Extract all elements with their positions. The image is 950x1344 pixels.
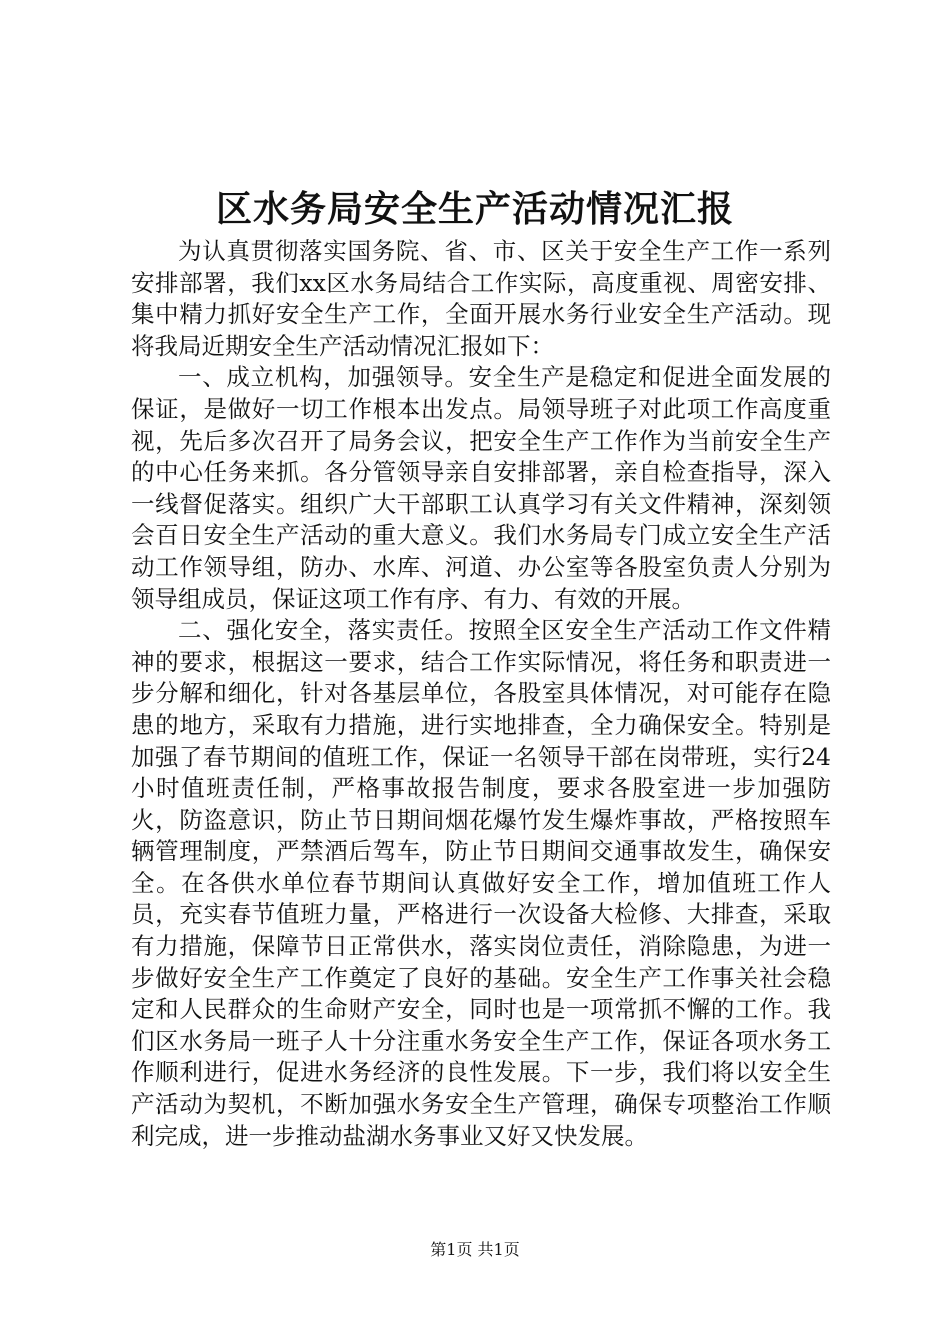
document-title: 区水务局安全生产活动情况汇报 [215,188,734,230]
page-footer: 第1页 共1页 [430,1240,520,1259]
document-body [131,236,831,1152]
paragraph-section-1: 一、成立机构，加强领导。安全生产是稳定和促进全面发展的保证，是做好一切工作根本出发点。局领导班子对此项工作高度重视，先后多次召开了局务会议，把安全生产工作作为当前安全生产的中心任务来抓。各分管领导亲自安排部署，亲自检查指导，深入一线督促落实。组织广大干部职工认真学习有关文件精神，深刻领会百日安全生产活动的重大意义。我们水务局专门成立安全生产活动工作领导组，防办、水库、河道、办公室等各股室负责人分别为领导组成员，保证这项工作有序、有力、有效的开展。 [131,363,831,613]
paragraph-intro: 为认真贯彻落实国务院、省、市、区关于安全生产工作一系列安排部署，我们xx区水务局结合工作实际，高度重视、周密安排、集中精力抓好安全生产工作，全面开展水务行业安全生产活动。现将我局近期安全生产活动情况汇报如下： [131,237,831,360]
paragraph-section-2: 二、强化安全，落实责任。按照全区安全生产活动工作文件精神的要求，根据这一要求，结合工作实际情况，将任务和职责进一步分解和细化，针对各基层单位，各股室具体情况，对可能存在隐患的地方，采取有力措施，进行实地排查，全力确保安全。特别是加强了春节期间的值班工作，保证一名领导干部在岗带班，实行24小时值班责任制，严格事故报告制度，要求各股室进一步加强防火，防盗意识，防止节日期间烟花爆竹发生爆炸事故，严格按照车辆管理制度，严禁酒后驾车，防止节日期间交通事故发生，确保安全。在各供水单位春节期间认真做好安全工作，增加值班工作人员，充实春节值班力量，严格进行一次设备大检修、大排查，采取有力措施，保障节日正常供水，落实岗位责任，消除隐患，为进一步做好安全生产工作奠定了良好的基础。安全生产工作事关社会稳定和人民群众的生命财产安全，同时也是一项常抓不懈的工作。我们区水务局一班子人十分注重水务安全生产工作，保证各项水务工作顺利进行，促进水务经济的良性发展。下一步，我们将以安全生产活动为契机，不断加强水务安全生产管理，确保专项整治工作顺利完成，进一步推动盐湖水务事业又好又快发展。 [131,616,831,1150]
